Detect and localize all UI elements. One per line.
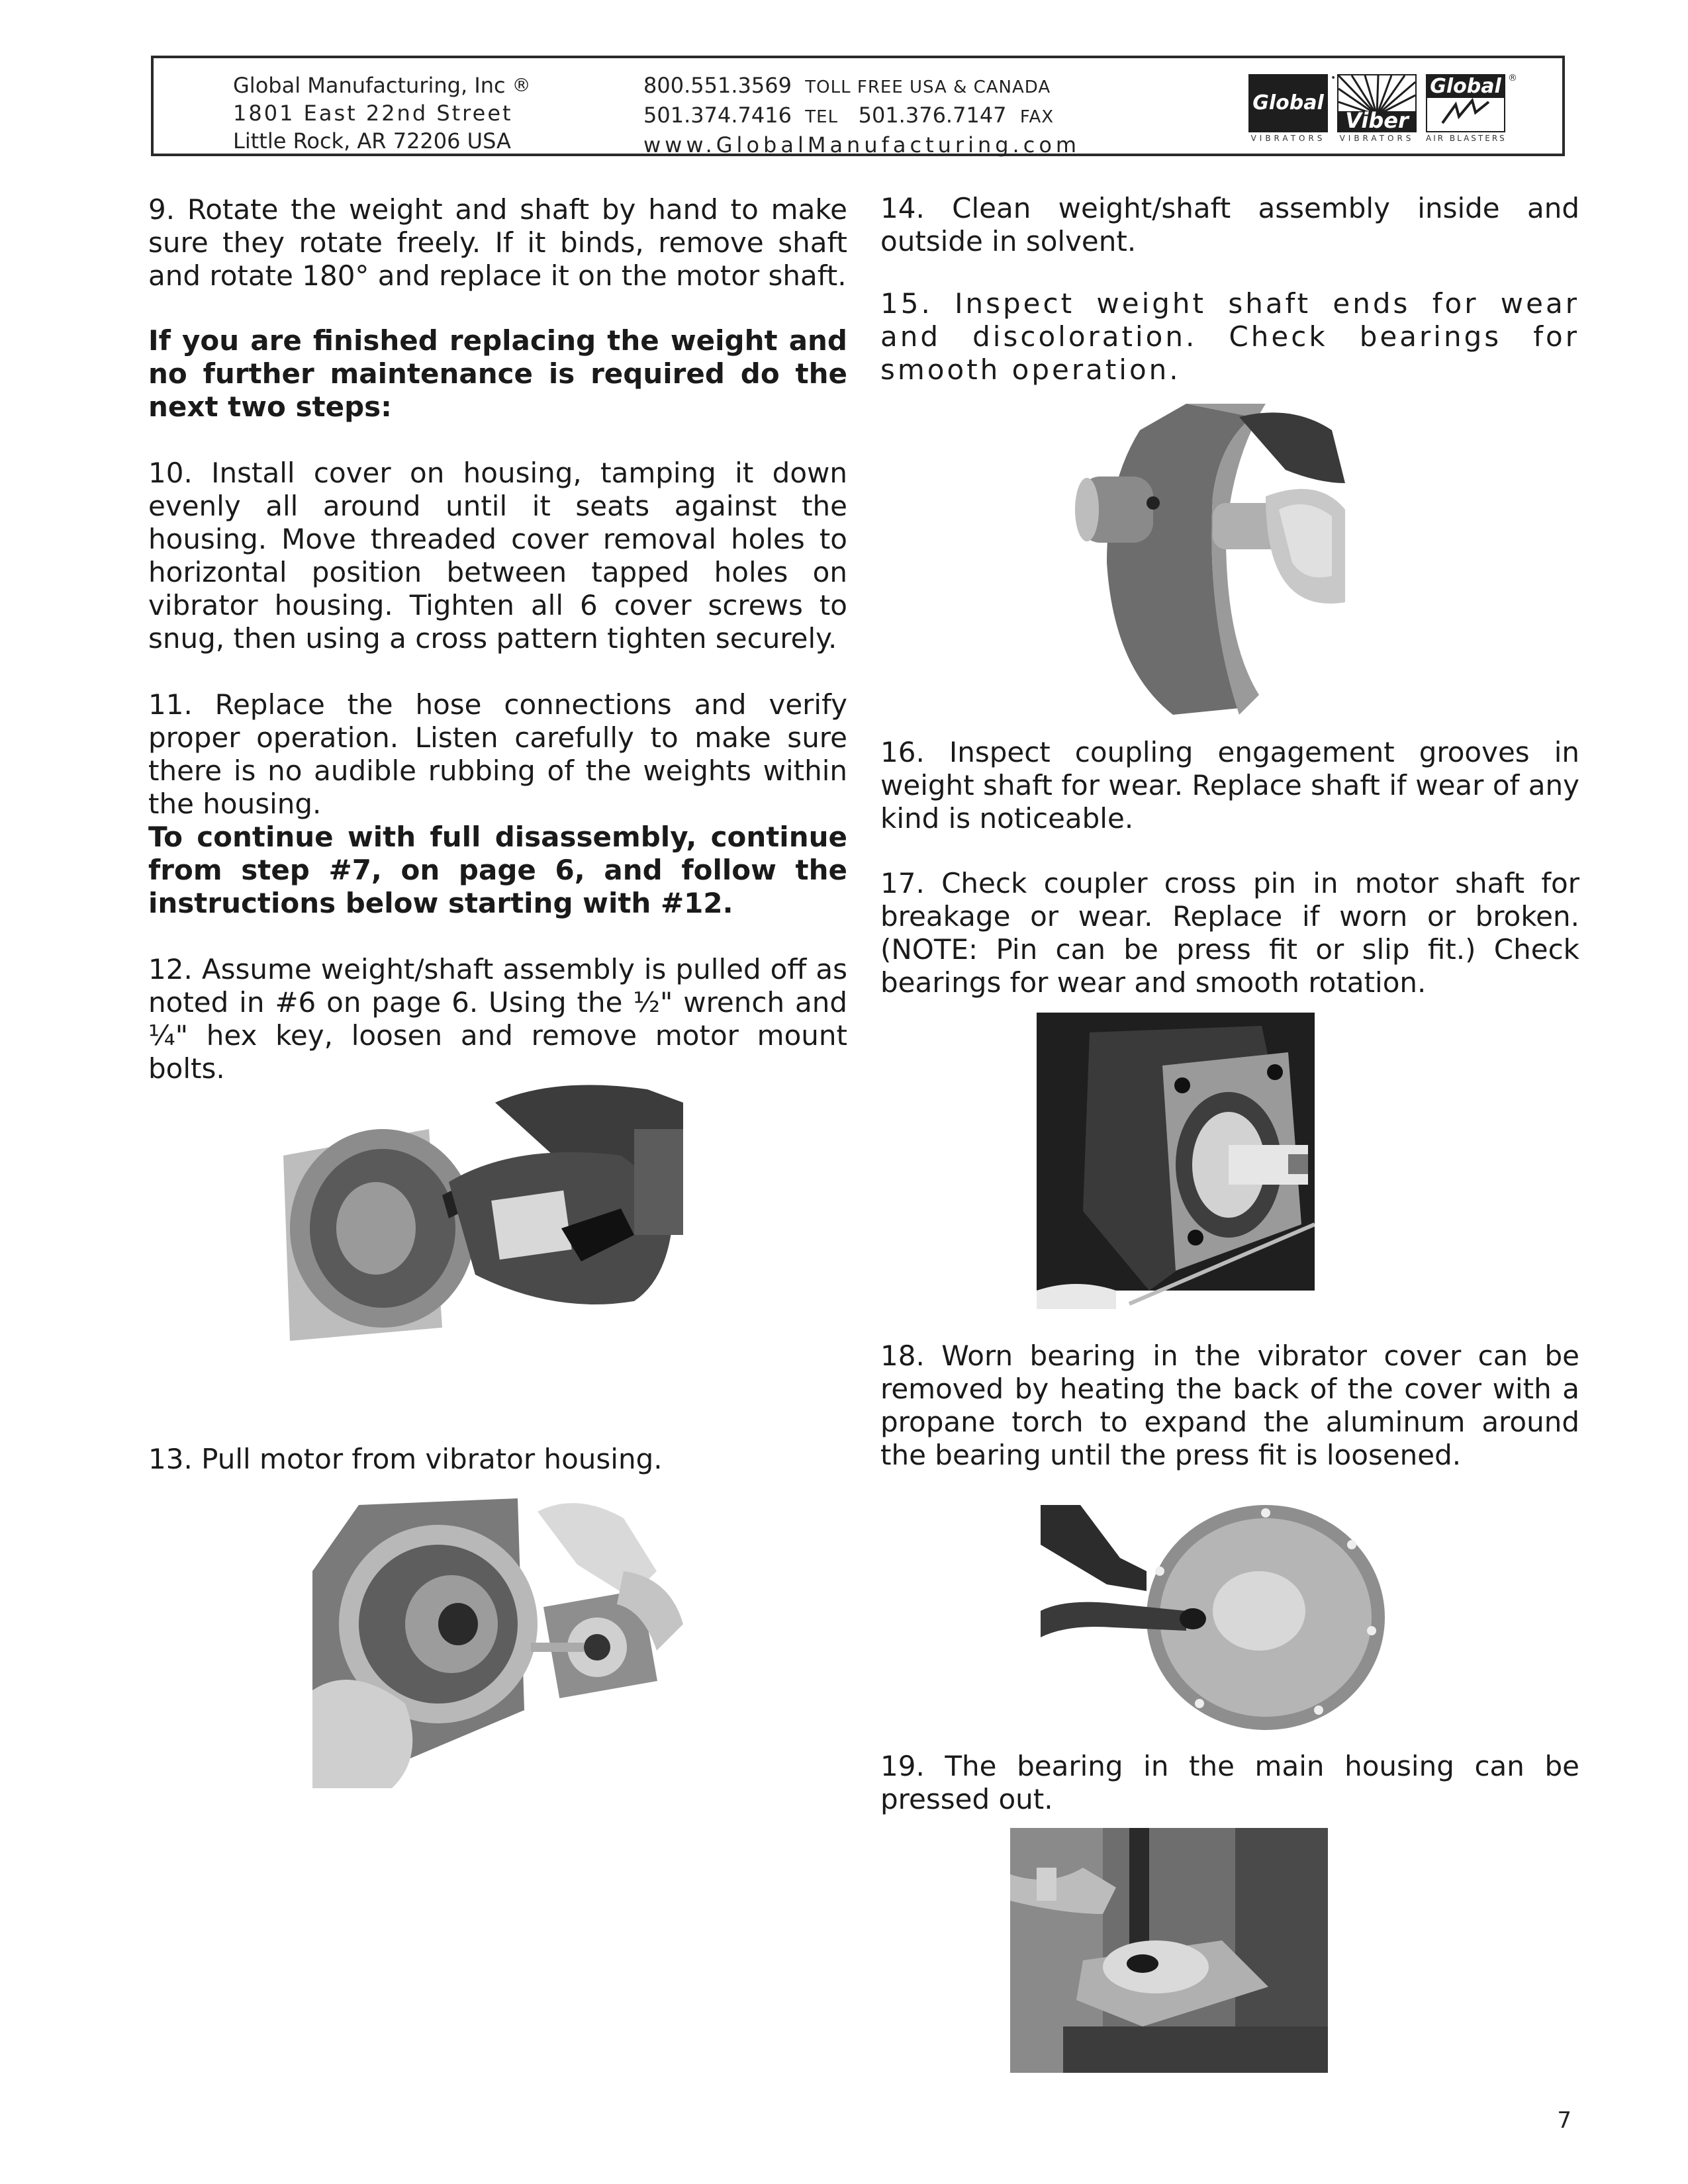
city-address: Little Rock, AR 72206 USA <box>233 128 511 154</box>
registered-mark: ® <box>512 74 531 96</box>
propane-torch-cover-photo <box>1041 1505 1398 1733</box>
letterhead: Global Manufacturing, Inc ® 1801 East 22nd Street Little Rock, AR 72206 USA 800.551.3569 TOLL FREE USA & CANADA 501.374.7416 TEL 501.376.7147 FAX www.GlobalManufacturing.com Global • VIBRATORS Viber VIBRATORS Global ® AIR BLASTERS <box>151 56 1565 156</box>
viber-vibrators-logo: Viber <box>1337 74 1417 132</box>
note-continue-disassembly: To continue with full disassembly, continue from step #7, on page 6, and follow the instructions below starting with #12. <box>148 821 847 919</box>
motor-mount-bolts-photo <box>277 1076 683 1345</box>
company-name: Global Manufacturing, Inc <box>233 73 506 98</box>
street-address: 1801 East 22nd Street <box>233 101 513 126</box>
company-contact <box>643 71 1080 159</box>
step-14: 14. Clean weight/shaft assembly inside and outside in solvent. <box>880 192 1579 257</box>
weight-shaft-photo <box>1067 404 1345 733</box>
fax-phone: 501.376.7147 <box>858 103 1007 128</box>
global-vibrators-logo: Global <box>1248 74 1328 132</box>
page-number: 7 <box>1557 2107 1571 2134</box>
step-19: 19. The bearing in the main housing can be pressed out. <box>880 1750 1579 1815</box>
bearing-press-photo <box>1010 1828 1328 2073</box>
pull-motor-photo <box>312 1492 686 1788</box>
tel-phone: 501.374.7416 <box>643 103 792 128</box>
air-blast-icon <box>1439 98 1492 127</box>
fax-label: FAX <box>1019 107 1055 127</box>
tollfree-phone: 800.551.3569 <box>643 73 792 98</box>
step-17: 17. Check coupler cross pin in motor shaft for breakage or wear. Replace if worn or broken. (NOTE: Pin can be press fit or slip fit.) Check bearings for wear and smooth rotation. <box>880 867 1579 999</box>
step-18: 18. Worn bearing in the vibrator cover can be removed by heating the back of the cover with a propane torch to expand the aluminum around the bearing until the press fit is loosened. <box>880 1340 1579 1471</box>
step-16: 16. Inspect coupling engagement grooves in weight shaft for wear. Replace shaft if wear of any kind is noticeable. <box>880 736 1579 835</box>
step-15: 15. Inspect weight shaft ends for wear and discoloration. Check bearings for smooth operation. <box>880 287 1579 386</box>
step-12: 12. Assume weight/shaft assembly is pulled off as noted in #6 on page 6. Using the ½" wrench and ¼" hex key, loosen and remove motor mount bolts. <box>148 953 847 1085</box>
company-address <box>233 71 531 155</box>
tel-label: TEL <box>805 107 839 127</box>
step-9: 9. Rotate the weight and shaft by hand to make sure they rotate freely. If it binds, remove shaft and rotate 180° and replace it on the motor shaft. <box>148 193 847 292</box>
tollfree-label: TOLL FREE USA & CANADA <box>805 77 1051 97</box>
note-finished: If you are finished replacing the weight and no further maintenance is required do the next two steps: <box>148 324 847 423</box>
step-10: 10. Install cover on housing, tamping it down evenly all around until it seats against the housing. Move threaded cover removal holes to horizontal position between tapped holes on vibrator housing. Tighten all 6 cover screws to snug, then using a cross pattern tighten securely. <box>148 457 847 655</box>
motor-shaft-cross-pin-photo <box>1037 1013 1315 1309</box>
step-11: 11. Replace the hose connections and verify proper operation. Listen carefully to make sure there is no audible rubbing of the weights within the housing. <box>148 688 847 820</box>
website-link[interactable]: www.GlobalManufacturing.com <box>643 132 1081 158</box>
step-13: 13. Pull motor from vibrator housing. <box>148 1443 663 1475</box>
global-air-blasters-logo: Global <box>1426 74 1505 132</box>
